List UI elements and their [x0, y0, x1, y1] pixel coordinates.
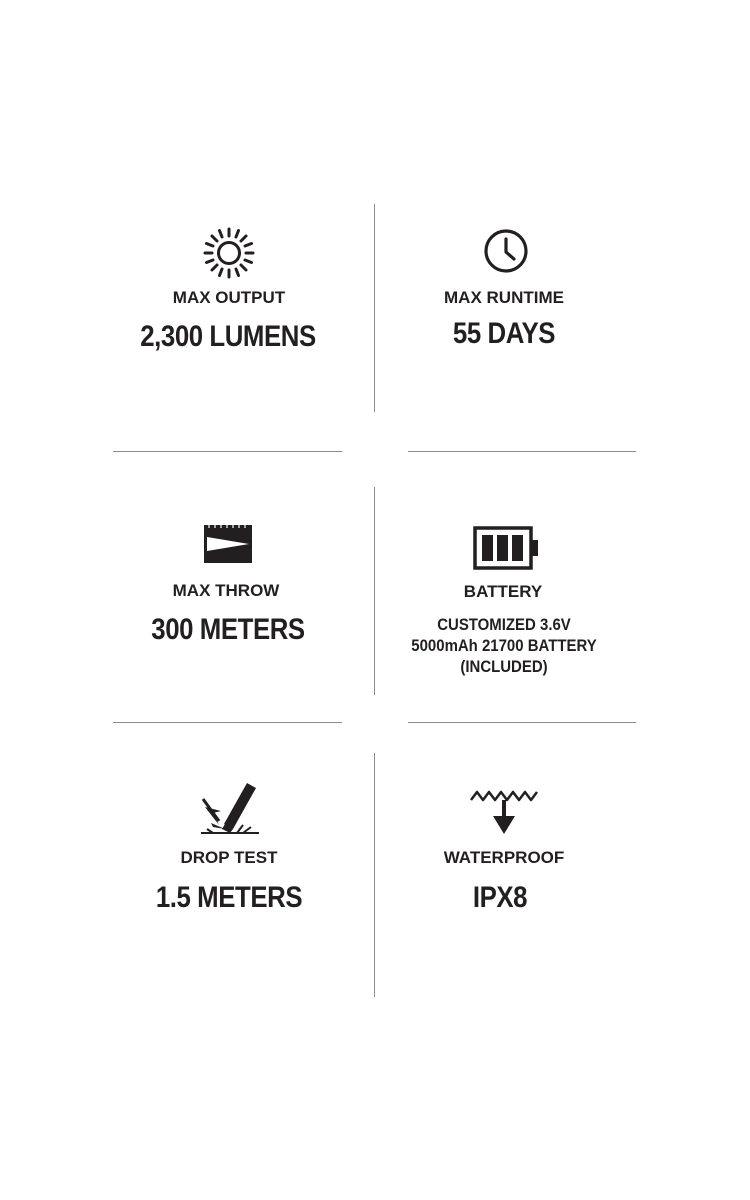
beam-icon — [203, 523, 253, 565]
horizontal-divider-1-left — [113, 451, 342, 452]
drop-test-label: DROP TEST — [180, 848, 278, 867]
max-throw-label: MAX THROW — [172, 581, 280, 600]
max-output-value: 2,300 LUMENS — [140, 320, 316, 353]
max-throw-value: 300 METERS — [151, 613, 305, 646]
vertical-divider-1 — [374, 204, 375, 412]
waterproof-label: WATERPROOF — [443, 848, 565, 867]
waterproof-value: IPX8 — [472, 881, 528, 914]
horizontal-divider-1-right — [408, 451, 636, 452]
horizontal-divider-2-left — [113, 722, 342, 723]
drop-test-icon — [199, 781, 261, 837]
battery-value — [374, 614, 634, 677]
battery-value-line-2: 5000mAh 21700 BATTERY — [411, 636, 597, 655]
battery-value-line-3: (INCLUDED) — [460, 657, 548, 676]
max-runtime-label: MAX RUNTIME — [444, 288, 564, 307]
battery-icon — [473, 526, 539, 570]
sun-icon — [203, 227, 255, 279]
max-output-label: MAX OUTPUT — [172, 288, 286, 307]
drop-test-value: 1.5 METERS — [155, 881, 303, 914]
horizontal-divider-2-right — [408, 722, 636, 723]
max-runtime-value: 55 DAYS — [452, 317, 556, 350]
battery-value-line-1: CUSTOMIZED 3.6V — [437, 615, 571, 634]
waterproof-icon — [469, 786, 539, 838]
clock-icon — [483, 228, 529, 274]
vertical-divider-3 — [374, 753, 375, 997]
battery-label: BATTERY — [463, 582, 543, 601]
